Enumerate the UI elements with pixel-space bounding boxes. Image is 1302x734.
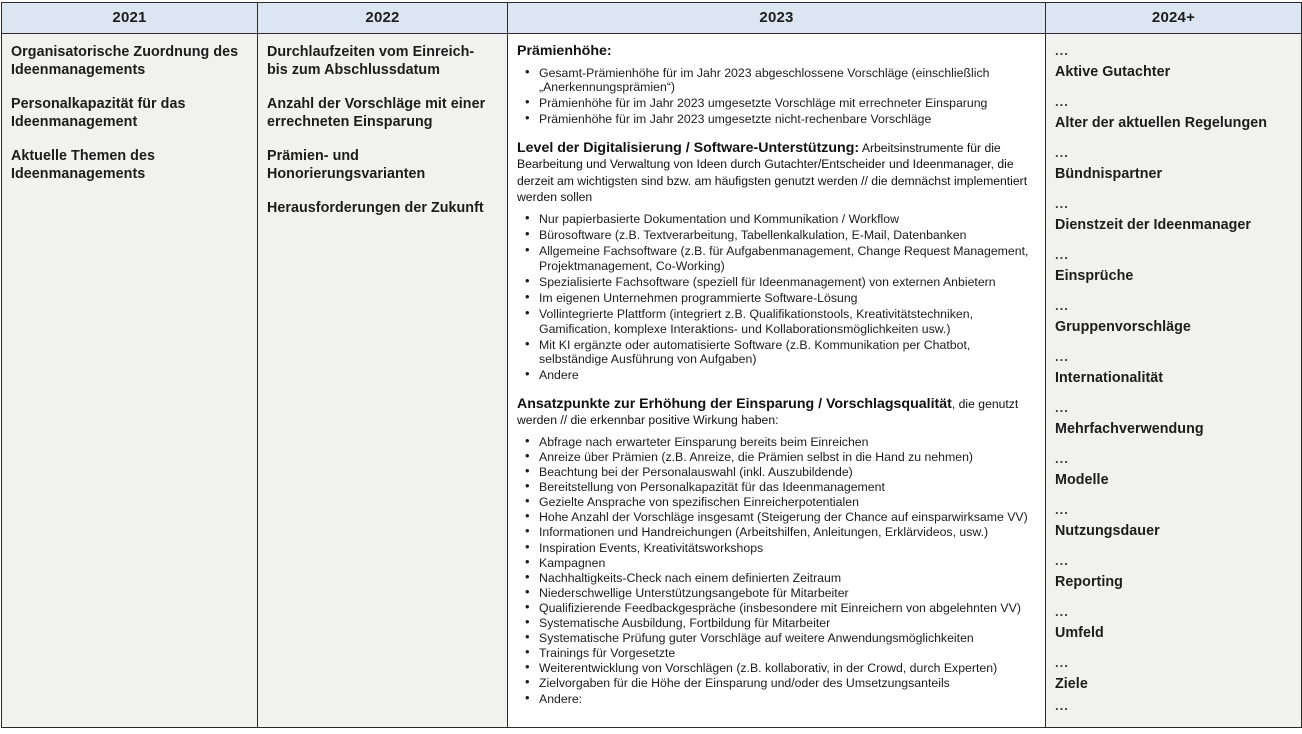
bullet-list	[517, 66, 1035, 127]
list-item: • Systematische Prüfung guter Vorschläge auf weitere Anwendungsmöglichkeiten	[517, 631, 1035, 646]
column-header-2024-plus: 2024+	[1046, 3, 1302, 34]
section-heading: Prämienhöhe:	[517, 43, 612, 59]
ellipsis-marker: ...	[1055, 451, 1069, 466]
keyword-item: Dienstzeit der Ideenmanager	[1055, 217, 1252, 233]
topic-item: Organisatorische Zuordnung des Ideenmanagements	[11, 44, 239, 78]
list-item: • Niederschwellige Unterstützungsangebote für Mitarbeiter	[517, 586, 1035, 601]
topic-item: Herausforderungen der Zukunft	[267, 200, 484, 216]
list-item: • Qualifizierende Feedbackgespräche (insbesondere mit Einreichern von abgelehnten VV)	[517, 601, 1035, 616]
ellipsis-marker: ...	[1055, 698, 1069, 713]
keyword-item: Modelle	[1055, 472, 1109, 488]
ellipsis-marker: ...	[1055, 604, 1069, 619]
list-item: • Abfrage nach erwarteter Einsparung bereits beim Einreichen	[517, 435, 1035, 450]
topic-item: Durchlaufzeiten vom Einreich- bis zum Abschlussdatum	[267, 44, 475, 78]
ellipsis-marker: ...	[1055, 43, 1069, 58]
list-item: • Anreize über Prämien (z.B. Anreize, die Prämien selbst in die Hand zu nehmen)	[517, 450, 1035, 465]
list-item: • Andere	[517, 368, 1035, 383]
bullet-list	[517, 212, 1035, 383]
section-heading	[517, 396, 1035, 429]
list-item: • Hohe Anzahl der Vorschläge insgesamt (Steigerung der Chance auf einsparwirksame VV)	[517, 510, 1035, 525]
keyword-item: Internationalität	[1055, 370, 1164, 386]
list-item: • Gesamt-Prämienhöhe für im Jahr 2023 abgeschlossene Vorschläge (einschließlich „Anerkennungsprämien“)	[517, 66, 1035, 95]
list-item: • Zielvorgaben für die Höhe der Einsparung und/oder des Umsetzungsanteils	[517, 676, 1035, 691]
keyword-item: Mehrfachverwendung	[1055, 421, 1204, 437]
keyword-item: Gruppenvorschläge	[1055, 319, 1191, 335]
keyword-item: Umfeld	[1055, 625, 1104, 641]
ellipsis-marker: ...	[1055, 400, 1069, 415]
topic-item: Anzahl der Vorschläge mit einer errechneten Einsparung	[267, 96, 486, 130]
section-digitalisierung	[517, 140, 1035, 383]
keyword-item: Bündnispartner	[1055, 166, 1163, 182]
ellipsis-marker: ...	[1055, 349, 1069, 364]
ellipsis-marker: ...	[1055, 502, 1069, 517]
list-item: • Beachtung bei der Personalauswahl (inkl. Auszubildende)	[517, 465, 1035, 480]
list-item: • Kampagnen	[517, 556, 1035, 571]
list-item: • Allgemeine Fachsoftware (z.B. für Aufgabenmanagement, Change Request Management, Projektmanagement, Co-Working)	[517, 244, 1035, 273]
column-cell-2023	[508, 34, 1046, 728]
list-item: • Nur papierbasierte Dokumentation und Kommunikation / Workflow	[517, 212, 1035, 227]
keyword-item: Nutzungsdauer	[1055, 523, 1160, 539]
list-item: • Spezialisierte Fachsoftware (speziell für Ideenmanagement) von externen Anbietern	[517, 275, 1035, 290]
table-header-row	[2, 3, 1302, 34]
list-item: • Prämienhöhe für im Jahr 2023 umgesetzte nicht-rechenbare Vorschläge	[517, 112, 1035, 127]
ellipsis-marker: ...	[1055, 298, 1069, 313]
keyword-item: Aktive Gutachter	[1055, 64, 1171, 80]
bullet-list	[517, 435, 1035, 706]
list-item: • Trainings für Vorgesetzte	[517, 646, 1035, 661]
roadmap-table	[1, 2, 1302, 728]
column-cell-2022	[258, 34, 508, 728]
list-item: • Systematische Ausbildung, Fortbildung für Mitarbeiter	[517, 616, 1035, 631]
ellipsis-marker: ...	[1055, 196, 1069, 211]
ellipsis-marker: ...	[1055, 145, 1069, 160]
section-heading-rest: , die genutzt werden // die erkennbar positive Wirkung haben:	[517, 396, 1019, 428]
ellipsis-marker: ...	[1055, 247, 1069, 262]
table-body-row	[2, 34, 1302, 728]
column-header-2021: 2021	[2, 3, 258, 34]
column-cell-2021	[2, 34, 258, 728]
list-item: • Nachhaltigkeits-Check nach einem definierten Zeitraum	[517, 571, 1035, 586]
list-item: • Weiterentwicklung von Vorschlägen (z.B. kollaborativ, in der Crowd, durch Experten)	[517, 661, 1035, 676]
column-header-2023: 2023	[508, 3, 1046, 34]
ellipsis-marker: ...	[1055, 553, 1069, 568]
section-heading	[517, 140, 1035, 206]
section-ansatzpunkte	[517, 396, 1035, 706]
section-heading-bold: Level der Digitalisierung / Software-Unterstützung:	[517, 139, 860, 156]
list-item: • Bereitstellung von Personalkapazität für das Ideenmanagement	[517, 480, 1035, 495]
list-item: • Inspiration Events, Kreativitätsworkshops	[517, 541, 1035, 556]
keyword-item: Ziele	[1055, 676, 1088, 692]
section-heading-rest: Arbeitsinstrumente für die Bearbeitung und Verwaltung von Ideen durch Gutachter/Entscheider und Ideenmanager, die derzeit am wichtigsten sind bzw. am häufigsten genutzt werden // die demnächst implementiert werden sollen	[517, 140, 1028, 205]
list-item: • Prämienhöhe für im Jahr 2023 umgesetzte Vorschläge mit errechneter Einsparung	[517, 96, 1035, 111]
list-item: • Gezielte Ansprache von spezifischen Einreicherpotentialen	[517, 495, 1035, 510]
list-item: • Andere:	[517, 692, 1035, 707]
keyword-item: Einsprüche	[1055, 268, 1134, 284]
topic-item: Aktuelle Themen des Ideenmanagements	[11, 148, 155, 182]
list-item: • Bürosoftware (z.B. Textverarbeitung, Tabellenkalkulation, E-Mail, Datenbanken	[517, 228, 1035, 243]
keyword-item: Alter der aktuellen Regelungen	[1055, 115, 1268, 131]
list-item: • Vollintegrierte Plattform (integriert z.B. Qualifikationstools, Kreativitätstechniken, Gamification, komplexe Interaktions- und Kollaborationsmöglichkeiten usw.)	[517, 307, 1035, 336]
ellipsis-marker: ...	[1055, 94, 1069, 109]
column-cell-2024-plus	[1046, 34, 1302, 728]
topic-item: Personalkapazität für das Ideenmanagement	[11, 96, 186, 130]
list-item: • Informationen und Handreichungen (Arbeitshilfen, Anleitungen, Erklärvideos, usw.)	[517, 525, 1035, 540]
ellipsis-marker: ...	[1055, 655, 1069, 670]
keyword-item: Reporting	[1055, 574, 1123, 590]
topic-item: Prämien- und Honorierungsvarianten	[267, 148, 426, 182]
section-praemienhoehe	[517, 43, 1035, 127]
column-header-2022: 2022	[258, 3, 508, 34]
list-item: • Im eigenen Unternehmen programmierte Software-Lösung	[517, 291, 1035, 306]
section-heading-bold: Ansatzpunkte zur Erhöhung der Einsparung / Vorschlagsqualität	[517, 395, 952, 412]
list-item: • Mit KI ergänzte oder automatisierte Software (z.B. Kommunikation per Chatbot, selbständige Ausführung von Aufgaben)	[517, 338, 1035, 367]
